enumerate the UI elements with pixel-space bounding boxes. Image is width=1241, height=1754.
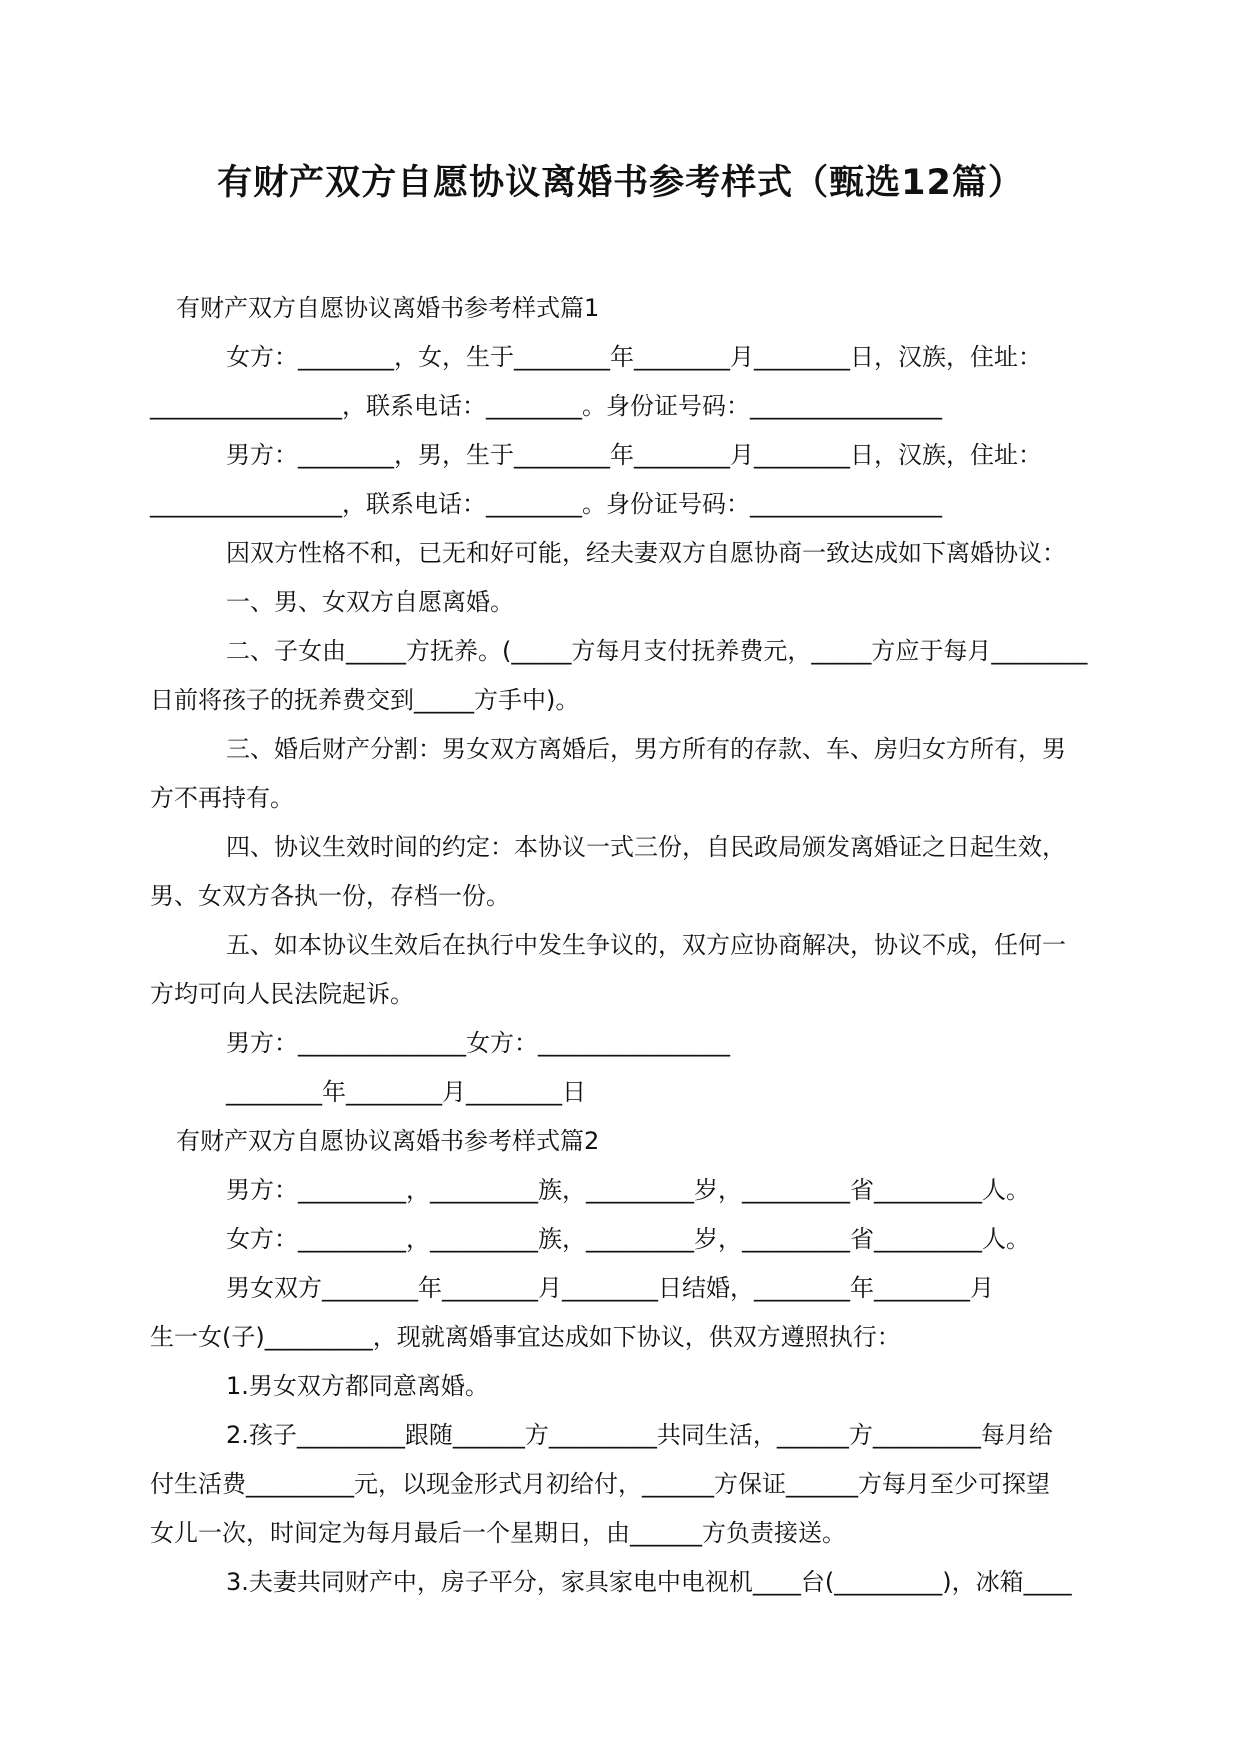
line-17: 有财产双方自愿协议离婚书参考样式篇2 [176, 1127, 600, 1155]
line-22: 1.男女双方都同意离婚。 [226, 1372, 489, 1400]
line-23: 2.孩子_________跟随______方_________共同生活，______方_________每月给 [226, 1421, 1053, 1449]
line-11: 四、协议生效时间的约定：本协议一式三份，自民政局颁发离婚证之日起生效， [226, 833, 1066, 861]
page-title: 有财产双方自愿协议离婚书参考样式（甄选12篇） [217, 163, 1024, 203]
line-19: 女方：_________，_________族，_________岁，_________省_________人。 [226, 1225, 1030, 1253]
line-9: 三、婚后财产分割：男女双方离婚后，男方所有的存款、车、房归女方所有，男 [226, 735, 1066, 763]
line-15: 男方：______________女方：________________ [226, 1029, 730, 1057]
line-14: 方均可向人民法院起诉。 [150, 980, 414, 1008]
line-16: ________年________月________日 [226, 1078, 586, 1106]
line-20: 男女双方________年________月________日结婚，________年________月 [226, 1274, 994, 1302]
line-7: 二、子女由_____方抚养。(_____方每月支付抚养费元，_____方应于每月________ [226, 637, 1088, 665]
line-24: 付生活费_________元，以现金形式月初给付，______方保证______方每月至少可探望 [150, 1470, 1050, 1498]
line-25: 女儿一次，时间定为每月最后一个星期日，由______方负责接送。 [150, 1519, 846, 1547]
line-2: ________________，联系电话：________。身份证号码：________________ [150, 392, 942, 420]
line-12: 男、女双方各执一份，存档一份。 [150, 882, 510, 910]
line-1: 女方：________，女，生于________年________月________日，汉族，住址： [226, 343, 1042, 371]
line-10: 方不再持有。 [150, 784, 294, 812]
line-5: 因双方性格不和，已无和好可能，经夫妻双方自愿协商一致达成如下离婚协议： [226, 539, 1066, 567]
line-8: 日前将孩子的抚养费交到_____方手中)。 [150, 686, 580, 714]
line-3: 男方：________，男，生于________年________月________日，汉族，住址： [226, 441, 1042, 469]
line-18: 男方：_________，_________族，_________岁，_________省_________人。 [226, 1176, 1030, 1204]
line-26: 3.夫妻共同财产中，房子平分，家具家电中电视机____台(_________)，冰箱____ [226, 1568, 1072, 1596]
line-21: 生一女(子)_________，现就离婚事宜达成如下协议，供双方遵照执行： [150, 1323, 901, 1351]
document-body [150, 284, 1090, 1607]
line-13: 五、如本协议生效后在执行中发生争议的，双方应协商解决，协议不成，任何一 [226, 931, 1066, 959]
line-0: 有财产双方自愿协议离婚书参考样式篇1 [176, 294, 600, 322]
line-4: ________________，联系电话：________。身份证号码：________________ [150, 490, 942, 518]
line-6: 一、男、女双方自愿离婚。 [226, 588, 514, 616]
